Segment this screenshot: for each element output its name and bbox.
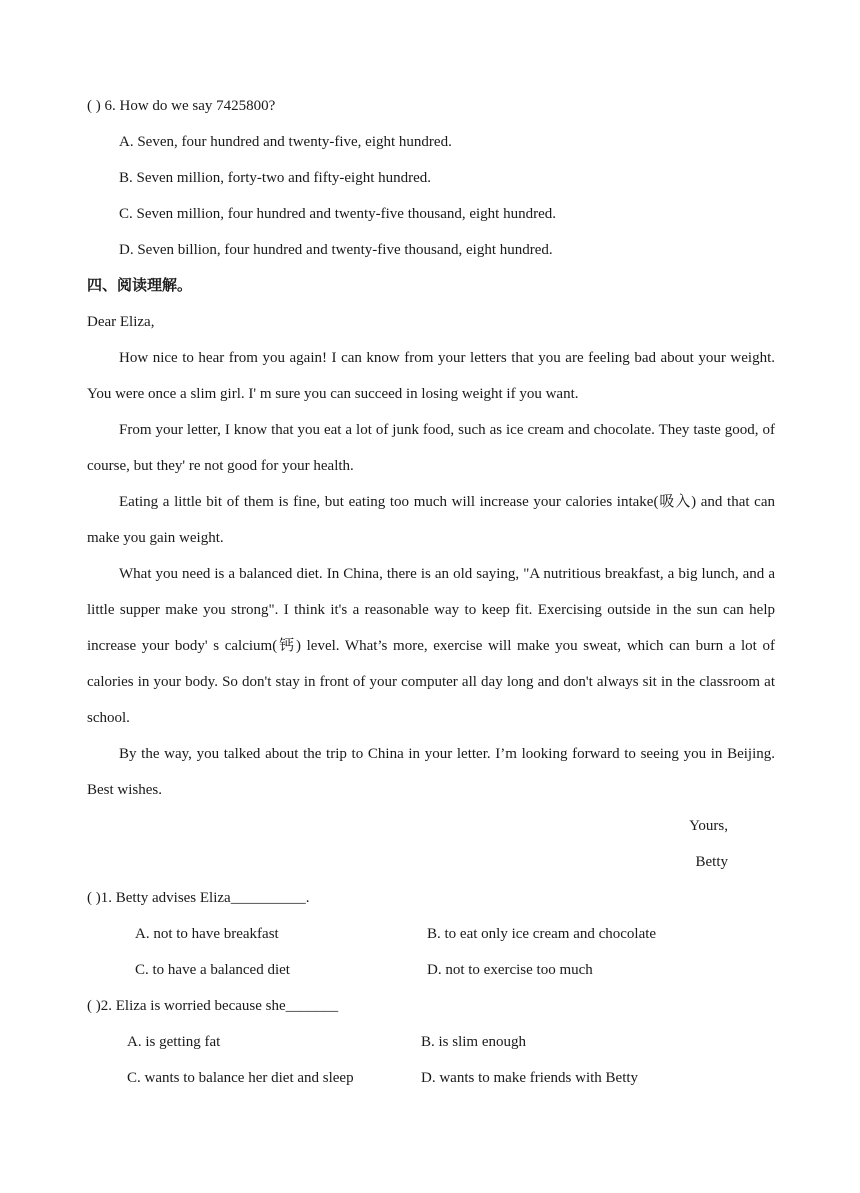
- question-2-options-row-1: [87, 1032, 775, 1068]
- letter-paragraph: How nice to hear from you again! I can know from your letters that you are feeling bad about your weight. You were once a slim girl. I' m sure you can succeed in losing weight if you want.: [87, 350, 775, 402]
- question-1-stem: ( )1. Betty advises Eliza__________.: [87, 890, 310, 906]
- question-6-stem: ( ) 6. How do we say 7425800?: [87, 98, 276, 114]
- question-1-options-row-2: [87, 960, 775, 996]
- question-2-option-c: C. wants to balance her diet and sleep: [127, 1070, 354, 1086]
- letter-paragraph: Eating a little bit of them is fine, but eating too much will increase your calories intake(吸入) and that can make you gain weight.: [87, 494, 775, 546]
- letter-closing: Yours,: [689, 818, 728, 834]
- letter-paragraph: What you need is a balanced diet. In China, there is an old saying, "A nutritious breakfast, a big lunch, and a little supper make you strong". I think it's a reasonable way to keep fit. Exercising outside in the sun can help increase your body' s calcium(钙) level. What’s more, exercise will make you sweat, which can burn a lot of calories in your body. So don't stay in front of your computer all day long and don't always sit in the classroom at school.: [87, 566, 775, 726]
- letter-paragraph: From your letter, I know that you eat a lot of junk food, such as ice cream and chocolate. They taste good, of course, but they' re not good for your health.: [87, 422, 775, 474]
- question-6-option-a: A. Seven, four hundred and twenty-five, eight hundred.: [119, 134, 452, 150]
- letter-signature: Betty: [695, 854, 728, 870]
- question-1-option-d: D. not to exercise too much: [427, 962, 593, 978]
- question-1-options-row-1: [87, 924, 775, 960]
- question-2-option-d: D. wants to make friends with Betty: [421, 1070, 639, 1086]
- question-6-option-d: D. Seven billion, four hundred and twenty-five thousand, eight hundred.: [119, 242, 553, 258]
- question-1-option-b: B. to eat only ice cream and chocolate: [427, 926, 657, 942]
- question-6-option-b: B. Seven million, forty-two and fifty-eight hundred.: [119, 170, 432, 186]
- question-1-option-c: C. to have a balanced diet: [135, 962, 290, 978]
- question-2-option-b: B. is slim enough: [421, 1034, 527, 1050]
- letter-paragraph: By the way, you talked about the trip to China in your letter. I’m looking forward to seeing you in Beijing. Best wishes.: [87, 746, 775, 798]
- section-heading: 四、阅读理解。: [87, 278, 193, 294]
- question-1-option-a: A. not to have breakfast: [135, 926, 279, 942]
- question-6-option-c: C. Seven million, four hundred and twenty-five thousand, eight hundred.: [119, 206, 556, 222]
- question-2-stem: ( )2. Eliza is worried because she_______: [87, 998, 339, 1014]
- question-2-options-row-2: [87, 1068, 775, 1104]
- letter-greeting: Dear Eliza,: [87, 314, 155, 330]
- letter-body: [87, 340, 775, 808]
- question-2-option-a: A. is getting fat: [127, 1034, 221, 1050]
